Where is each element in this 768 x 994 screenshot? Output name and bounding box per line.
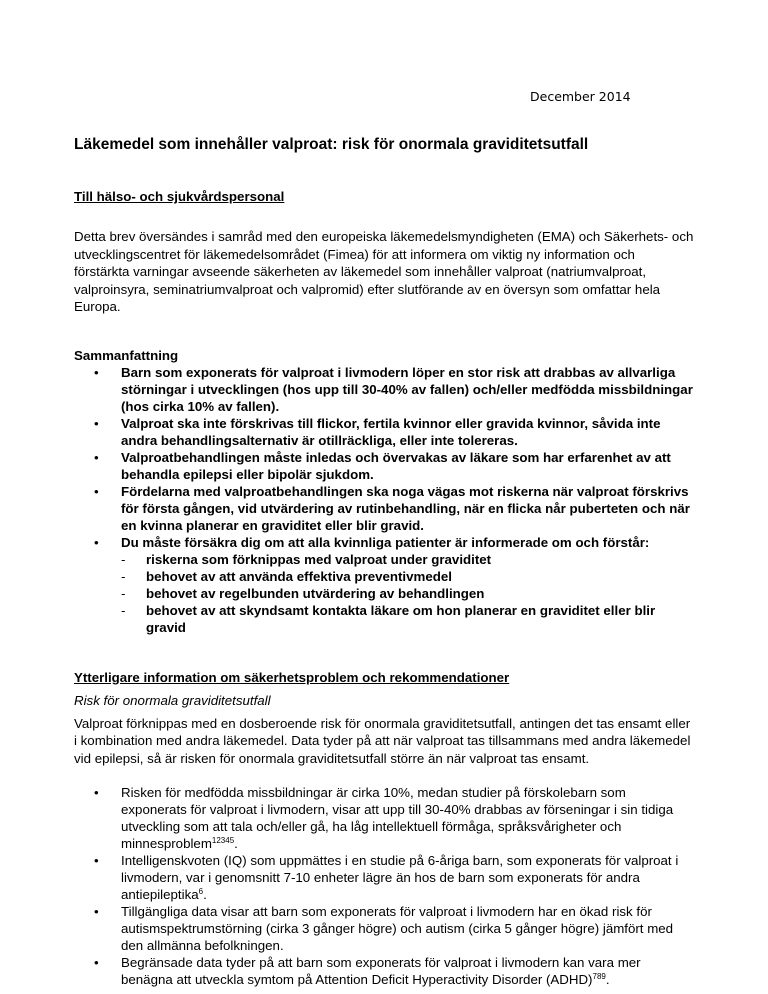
risk-item: • Risken för medfödda missbildningar är cirka 10%, medan studier på förskolebarn som exponerats för valproat i livmodern, visar att upp till 30-40% drabbas av förseningar i sin tidiga utveckling som att tala och/eller gå, ha låg intellektuell förmåga, språksvårigheter och minnesproblem$^{12345}$.: [94, 785, 674, 851]
bullet-icon: •: [94, 364, 99, 380]
letter-date: December 2014: [530, 89, 631, 104]
bullet-icon: •: [94, 904, 99, 919]
bullet-icon: •: [94, 853, 99, 868]
risk-item: • Intelligenskvoten (IQ) som uppmättes i en studie på 6-åriga barn, som exponerats för valproat i livmodern, var i genomsnitt 7-10 enheter lägre än hos de barn som exponerats för andra antiepileptika$^6$.: [94, 853, 679, 902]
summary-heading: Sammanfattning: [74, 347, 179, 363]
summary-list: [74, 364, 694, 636]
document-title: Läkemedel som innehåller valproat: risk för onormala graviditetsutfall: [74, 136, 589, 153]
bullet-icon: •: [94, 955, 99, 970]
bullet-icon: •: [94, 449, 99, 465]
further-info-heading: Ytterligare information om säkerhetsproblem och rekommendationer: [74, 669, 510, 685]
footnote-ref: 789: [592, 972, 606, 981]
risk-subheading: Risk för onormala graviditetsutfall: [74, 692, 271, 708]
summary-subitem: - riskerna som förknippas med valproat under graviditet: [121, 551, 492, 567]
intro-paragraph: Detta brev översändes i samråd med den europeiska läkemedelsmyndigheten (EMA) och Säkerhets- och utvecklingscentret för läkemedelsområdet (Fimea) för att informera om viktig ny information och förstärkta varningar avseende säkerheten av läkemedel som innehåller valproat (natriumvalproat, valproinsyra, seminatriumvalproat och valpromid) efter slutförande av en översyn som omfattar hela Europa.: [74, 229, 694, 314]
summary-subitem: - behovet av regelbunden utvärdering av behandlingen: [121, 585, 485, 601]
bullet-icon: •: [94, 534, 99, 550]
dash-icon: -: [121, 585, 126, 601]
risk-item: • Tillgängliga data visar att barn som exponerats för valproat i livmodern har en ökad risk för autismspektrumstörning (cirka 3 gånger högre) och autism (cirka 5 gånger högre) jämfört med den allmänna befolkningen.: [94, 904, 674, 953]
dash-icon: -: [121, 602, 126, 618]
bullet-icon: •: [94, 483, 99, 499]
summary-item: • Valproatbehandlingen måste inledas och övervakas av läkare som har erfarenhet av att behandla epilepsi eller bipolär sjukdom.: [94, 449, 671, 482]
summary-item: • Fördelarna med valproatbehandlingen ska noga vägas mot riskerna när valproat förskrivs för första gången, vid utvärdering av rutinbehandling, när en flicka når puberteten och när en kvinna planerar en graviditet eller blir gravid.: [94, 483, 690, 533]
summary-sublist: [121, 551, 694, 636]
summary-subitem: - behovet av att skyndsamt kontakta läkare om hon planerar en graviditet eller blir gravid: [121, 602, 656, 635]
bullet-icon: •: [94, 785, 99, 800]
risk-item: • Begränsade data tyder på att barn som exponerats för valproat i livmodern kan vara mer benägna att utveckla symtom på Attention Deficit Hyperactivity Disorder (ADHD)$^{789}$.: [94, 955, 641, 987]
summary-item: • Du måste försäkra dig om att alla kvinnliga patienter är informerade om och förstår: - riskerna som förknippas med valproat under graviditet - behovet av att använda effektiva preventivmedel - behovet av regelbunden utvärdering av behandlingen - behovet av att skyndsamt kontakta läkare om hon planerar en graviditet eller blir gravid: [74, 534, 694, 636]
summary-subitem: - behovet av att använda effektiva preventivmedel: [121, 568, 452, 584]
recipient-heading: Till hälso- och sjukvårdspersonal: [74, 189, 285, 204]
footnote-ref: 6: [198, 887, 204, 896]
risk-list: [74, 784, 694, 988]
bullet-icon: •: [94, 415, 99, 431]
summary-item: • Valproat ska inte förskrivas till flickor, fertila kvinnor eller gravida kvinnor, såvida inte andra behandlingsalternativ är otillräckliga, eller inte tolereras.: [94, 415, 661, 448]
summary-item: • Barn som exponerats för valproat i livmodern löper en stor risk att drabbas av allvarliga störningar i utvecklingen (hos upp till 30-40% av fallen) och/eller medfödda missbildningar (hos cirka 10% av fallen).: [94, 364, 693, 414]
dash-icon: -: [121, 551, 126, 567]
dash-icon: -: [121, 568, 126, 584]
footnote-ref: 12345: [211, 836, 235, 845]
risk-paragraph: Valproat förknippas med en dosberoende risk för onormala graviditetsutfall, antingen det tas ensamt eller i kombination med andra läkemedel. Data tyder på att när valproat tas tillsammans med andra läkemedel vid epilepsi, så är risken för onormala graviditetsutfall större än när valproat tas ensamt.: [74, 715, 691, 766]
letter-content: [74, 135, 694, 988]
